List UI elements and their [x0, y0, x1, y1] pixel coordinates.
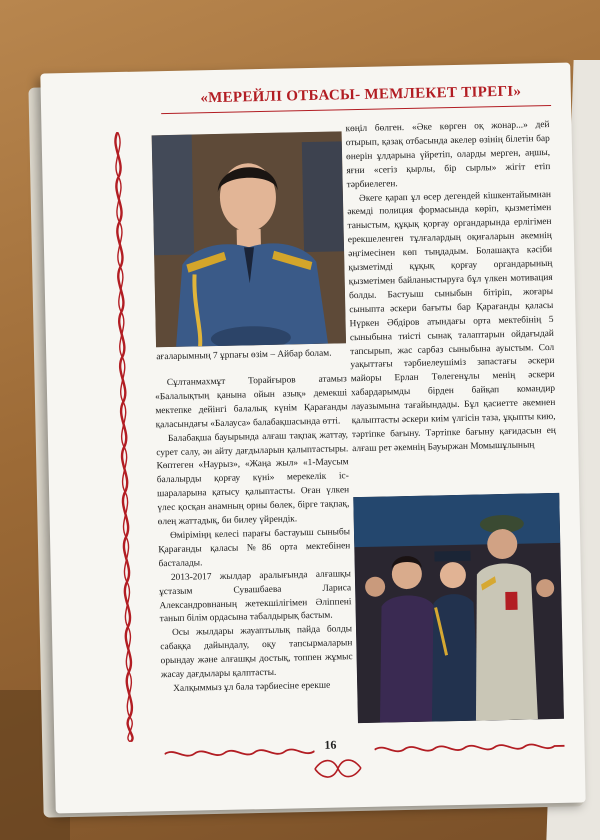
page-header: «МЕРЕЙЛІ ОТБАСЫ- МЕМЛЕКЕТ ТІРЕГІ»	[200, 83, 522, 107]
paragraph: 2013-2017 жылдар аралығында алғашқы ұстазым Сувашбаева Лариса Александровнаның жетекшілігімен Әліппені танып білім ордасына табалдырық бастым.	[159, 568, 352, 625]
paragraph: Осы жылдары жауаптылық пайда болды сабаққа дайындалу, оқу тапсырмаларын орындау және алғашқы достық, топпен жұмыс жасау дағдылары қалптасты.	[160, 624, 353, 681]
page-number: 16	[324, 737, 337, 752]
paragraph: Әкеге қарап ұл өсер дегендей кішкентайымнан әкемді полиция формасында көріп, қызметімен таныстым, құқық қорғау органдарында ерлігімен ерекшеленген тұлғалардың оқиғаларын әкемнің әңгімесінен көп тыңдадым. Болашақта кәсіби қызметімді құқық қорғау органдарының қызметімен байланыстыруға бұл үлкен мотивация болды. Бастуыш сыныбын бітіріп, жоғары сыныпта әскери бағыты бар Қарағанды қаласы Нүркен Әбдіров атындағы орта мектебінің 5 сыныбына тиісті сынақ талаптарын ойдағыдай тапсырып, жас сарбаз сыныбына ауыстым. Сол уақыттағы тәрбиелеушіміз запастағы әскери майоры Ерлан Төлегенұлы менің әскери хабардарымды бірден байқап командир лауазымына тағайындады. Бұл қасиетте әкемнен қалыптасты әскери киім үлгісін таза, ұқыпты кию, тәртіпке бағыну. Тәртіпке бағыну қағидасын ең алғаш рет әкемнің Бауыржан Момышұлының	[347, 189, 557, 455]
vine-ornament-left	[110, 132, 139, 742]
center-flourish	[313, 755, 364, 782]
left-column	[155, 373, 354, 697]
paragraph: Халқыммыз ұл бала тәрбиесіне ерекше	[173, 680, 331, 694]
book-page	[40, 63, 585, 814]
family-photo	[353, 493, 564, 723]
girl-in-uniform-photo	[152, 131, 346, 347]
bottom-ornament-left	[164, 744, 314, 761]
paragraph: Сұлтанмахмұт Торайғыров атамыз «Балалықтың қанына ойын азық» демекші мектепке дейінгі балалық күнім Қарағанды қаласындағы «Балауса» балабақшасында өтті.	[155, 374, 348, 431]
paragraph: Өміріміңң келесі парағы бастауыш сыныбы Қарағанды қаласы №86 орта мектебінен басталады.	[158, 527, 351, 570]
paragraph: көңіл бөлген. «Әке көрген оқ жонар...» дей отырып, қазақ отбасында әкелер өзінің білетін бар өнерін ұлдарына үйретіп, оларды мерген, аңшы, яғни «сегіз қырлы, бір сырлы» жігіт етіп тәрбиелеген.	[345, 119, 551, 190]
paragraph: Балабақша бауырында алғаш тақпақ жаттау, сурет салу, ән айту дағдыларын қалыптастыры. Көптеген «Наурыз», «Жаңа жыл» «1-Маусым балалырды қорғау күні» мерекелік іс-шараларына қатысу қалыптасты. Оған үлкен үлес қосқан анамның орны бөлек, бірге тақпақ, өлең жаттадық, би билеу үйрендік.	[156, 429, 350, 528]
bottom-ornament-right	[374, 739, 564, 757]
right-column	[345, 119, 556, 457]
photo-caption: ағаларымның 7 ұрпағы өзім – Айбар болам.	[156, 348, 332, 363]
